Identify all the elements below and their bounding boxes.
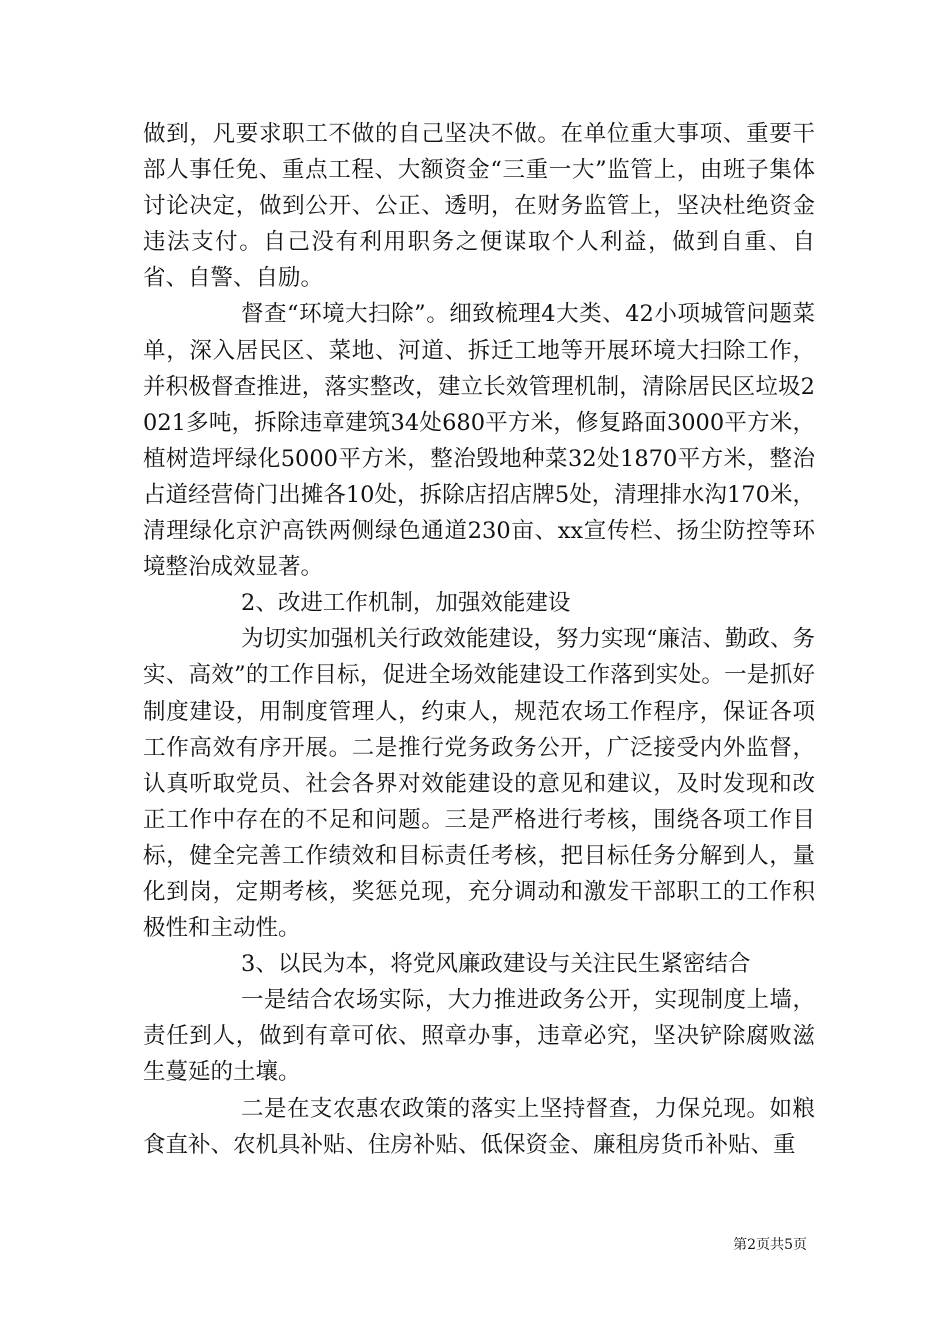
section-heading-2: 2、改进工作机制，加强效能建设: [241, 590, 571, 617]
paragraph-continuation: 做到，凡要求职工不做的自己坚决不做。在单位重大事项、重要干部人事任免、重点工程、大额资金“三重一大”监管上，由班子集体讨论决定，做到公开、公正、透明，在财务监管上，坚决杜绝资金违法支付。自己没有利用职务之便谋取个人利益，做到自重、自省、自警、自励。: [143, 121, 815, 292]
paragraph-environment-cleanup: 督查“环境大扫除”。细致梳理4大类、42小项城管问题菜单，深入居民区、菜地、河道、拆迁工地等开展环境大扫除工作，并积极督查推进，落实整改，建立长效管理机制，清除居民区垃圾2021多吨，拆除违章建筑34处680平方米，修复路面3000平方米，植树造坪绿化5000平方米，整治毁地种菜32处1870平方米，整治占道经营倚门出摊各10处，拆除店招店牌5处，清理排水沟170米，清理绿化京沪高铁两侧绿色通道230亩、xx宣传栏、扬尘防控等环境整治成效显著。: [143, 301, 815, 581]
page-number-footer: 第2页共5页: [733, 1237, 807, 1253]
section-heading-3: 3、以民为本，将党风廉政建设与关注民生紧密结合: [241, 951, 751, 978]
paragraph-subsidy-supervision: 二是在支农惠农政策的落实上坚持督查，力保兑现。如粮食直补、农机具补贴、住房补贴、低保资金、廉租房货币补贴、重: [143, 1095, 815, 1158]
paragraph-open-affairs: 一是结合农场实际，大力推进政务公开，实现制度上墙，责任到人，做到有章可依、照章办事，违章必究，坚决铲除腐败滋生蔓延的土壤。: [143, 987, 815, 1086]
document-body: [143, 116, 815, 1163]
paragraph-efficiency-building: 为切实加强机关行政效能建设，努力实现“廉洁、勤政、务实、高效”的工作目标，促进全场效能建设工作落到实处。一是抓好制度建设，用制度管理人，约束人，规范农场工作程序，保证各项工作高效有序开展。二是推行党务政务公开，广泛接受内外监督，认真听取党员、社会各界对效能建设的意见和建议，及时发现和改正工作中存在的不足和问题。三是严格进行考核，围绕各项工作目标，健全完善工作绩效和目标责任考核，把目标任务分解到人，量化到岗，定期考核，奖惩兑现，充分调动和激发干部职工的工作积极性和主动性。: [143, 626, 816, 942]
